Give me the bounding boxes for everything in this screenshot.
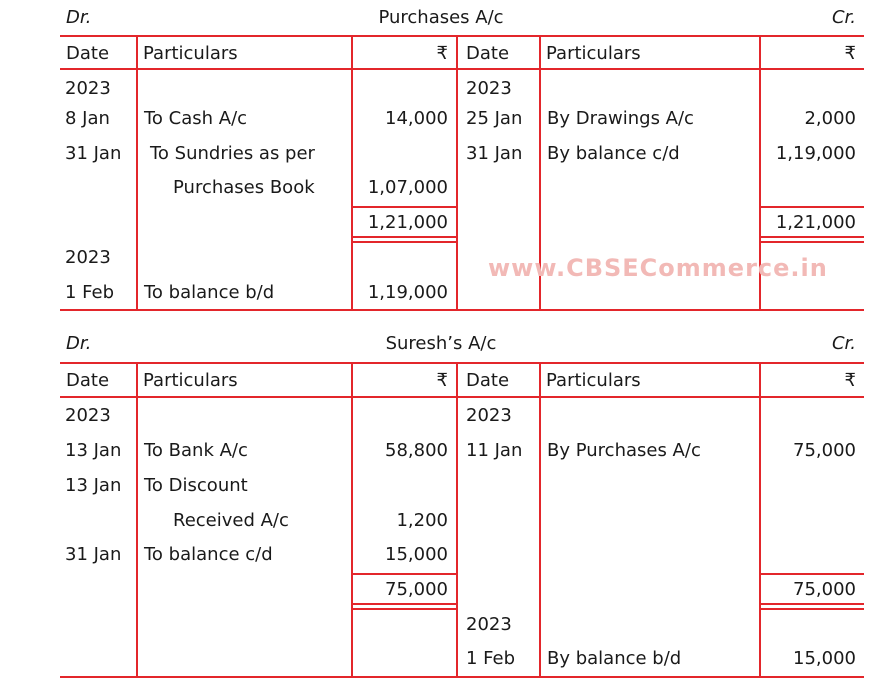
column-divider xyxy=(136,35,138,311)
date-header: Date xyxy=(66,370,110,391)
credit-date: 1 Feb xyxy=(466,648,516,669)
rule-line xyxy=(60,396,864,398)
credit-date: 31 Jan xyxy=(466,143,523,164)
debit-particulars: To Sundries as per xyxy=(150,143,315,164)
amount-header: ₹ xyxy=(436,370,448,391)
ledger-title: Purchases A/c xyxy=(378,7,504,28)
particulars-header: Particulars xyxy=(143,43,238,64)
column-divider xyxy=(759,362,761,678)
rule-line xyxy=(60,68,864,70)
column-divider xyxy=(136,362,138,678)
rule-line xyxy=(60,309,864,311)
debit-amount: 1,200 xyxy=(396,510,448,531)
date-header: Date xyxy=(466,370,510,391)
debit-amount: 1,19,000 xyxy=(367,282,448,303)
debit-particulars: To balance b/d xyxy=(144,282,275,303)
suresh-ledger xyxy=(0,326,882,688)
date-header: Date xyxy=(466,43,510,64)
particulars-header: Particulars xyxy=(143,370,238,391)
total-rule xyxy=(759,608,864,610)
credit-date: 11 Jan xyxy=(466,440,523,461)
total-rule xyxy=(759,206,864,208)
column-divider xyxy=(351,35,353,311)
column-divider xyxy=(351,362,353,678)
debit-date: 1 Feb xyxy=(65,282,115,303)
rule-line xyxy=(60,362,864,364)
amount-header: ₹ xyxy=(844,370,856,391)
debit-date: 13 Jan xyxy=(65,440,122,461)
date-header: Date xyxy=(66,43,110,64)
amount-header: ₹ xyxy=(436,43,448,64)
rule-line xyxy=(60,676,864,678)
column-divider xyxy=(456,362,458,678)
debit-particulars: Purchases Book xyxy=(173,177,315,198)
rule-line xyxy=(60,35,864,37)
credit-date: 25 Jan xyxy=(466,108,523,129)
credit-amount: 75,000 xyxy=(793,440,856,461)
debit-date: 31 Jan xyxy=(65,544,122,565)
column-divider xyxy=(456,35,458,311)
total-rule xyxy=(351,236,458,238)
credit-date: 2023 xyxy=(466,78,512,99)
watermark: www.CBSECommerce.in xyxy=(488,254,828,282)
total-rule xyxy=(351,608,458,610)
debit-particulars: To Cash A/c xyxy=(144,108,248,129)
debit-marker: Dr. xyxy=(66,333,92,354)
total-rule xyxy=(351,573,458,575)
debit-date: 13 Jan xyxy=(65,475,122,496)
ledger-title: Suresh’s A/c xyxy=(385,333,497,354)
credit-marker: Cr. xyxy=(831,7,856,28)
debit-date: 2023 xyxy=(65,78,111,99)
credit-date: 2023 xyxy=(466,405,512,426)
credit-marker: Cr. xyxy=(831,333,856,354)
credit-total: 75,000 xyxy=(793,579,856,600)
credit-particulars: By balance b/d xyxy=(547,648,682,669)
particulars-header: Particulars xyxy=(546,370,641,391)
debit-particulars: Received A/c xyxy=(173,510,289,531)
debit-total: 75,000 xyxy=(385,579,448,600)
credit-amount: 15,000 xyxy=(793,648,856,669)
total-rule xyxy=(759,241,864,243)
credit-amount: 2,000 xyxy=(804,108,856,129)
total-rule xyxy=(759,236,864,238)
particulars-header: Particulars xyxy=(546,43,641,64)
debit-amount: 15,000 xyxy=(385,544,448,565)
column-divider xyxy=(539,362,541,678)
credit-particulars: By balance c/d xyxy=(547,143,680,164)
debit-particulars: To balance c/d xyxy=(144,544,273,565)
total-rule xyxy=(759,603,864,605)
debit-date: 8 Jan xyxy=(65,108,110,129)
debit-particulars: To Discount xyxy=(144,475,248,496)
total-rule xyxy=(351,241,458,243)
debit-date: 2023 xyxy=(65,405,111,426)
debit-date: 2023 xyxy=(65,247,111,268)
debit-date: 31 Jan xyxy=(65,143,122,164)
amount-header: ₹ xyxy=(844,43,856,64)
total-rule xyxy=(759,573,864,575)
credit-particulars: By Drawings A/c xyxy=(547,108,694,129)
total-rule xyxy=(351,206,458,208)
credit-date: 2023 xyxy=(466,614,512,635)
credit-amount: 1,19,000 xyxy=(775,143,856,164)
debit-total: 1,21,000 xyxy=(367,212,448,233)
debit-particulars: To Bank A/c xyxy=(144,440,248,461)
debit-amount: 14,000 xyxy=(385,108,448,129)
debit-amount: 1,07,000 xyxy=(367,177,448,198)
debit-marker: Dr. xyxy=(66,7,92,28)
credit-total: 1,21,000 xyxy=(775,212,856,233)
total-rule xyxy=(351,603,458,605)
credit-particulars: By Purchases A/c xyxy=(547,440,701,461)
debit-amount: 58,800 xyxy=(385,440,448,461)
